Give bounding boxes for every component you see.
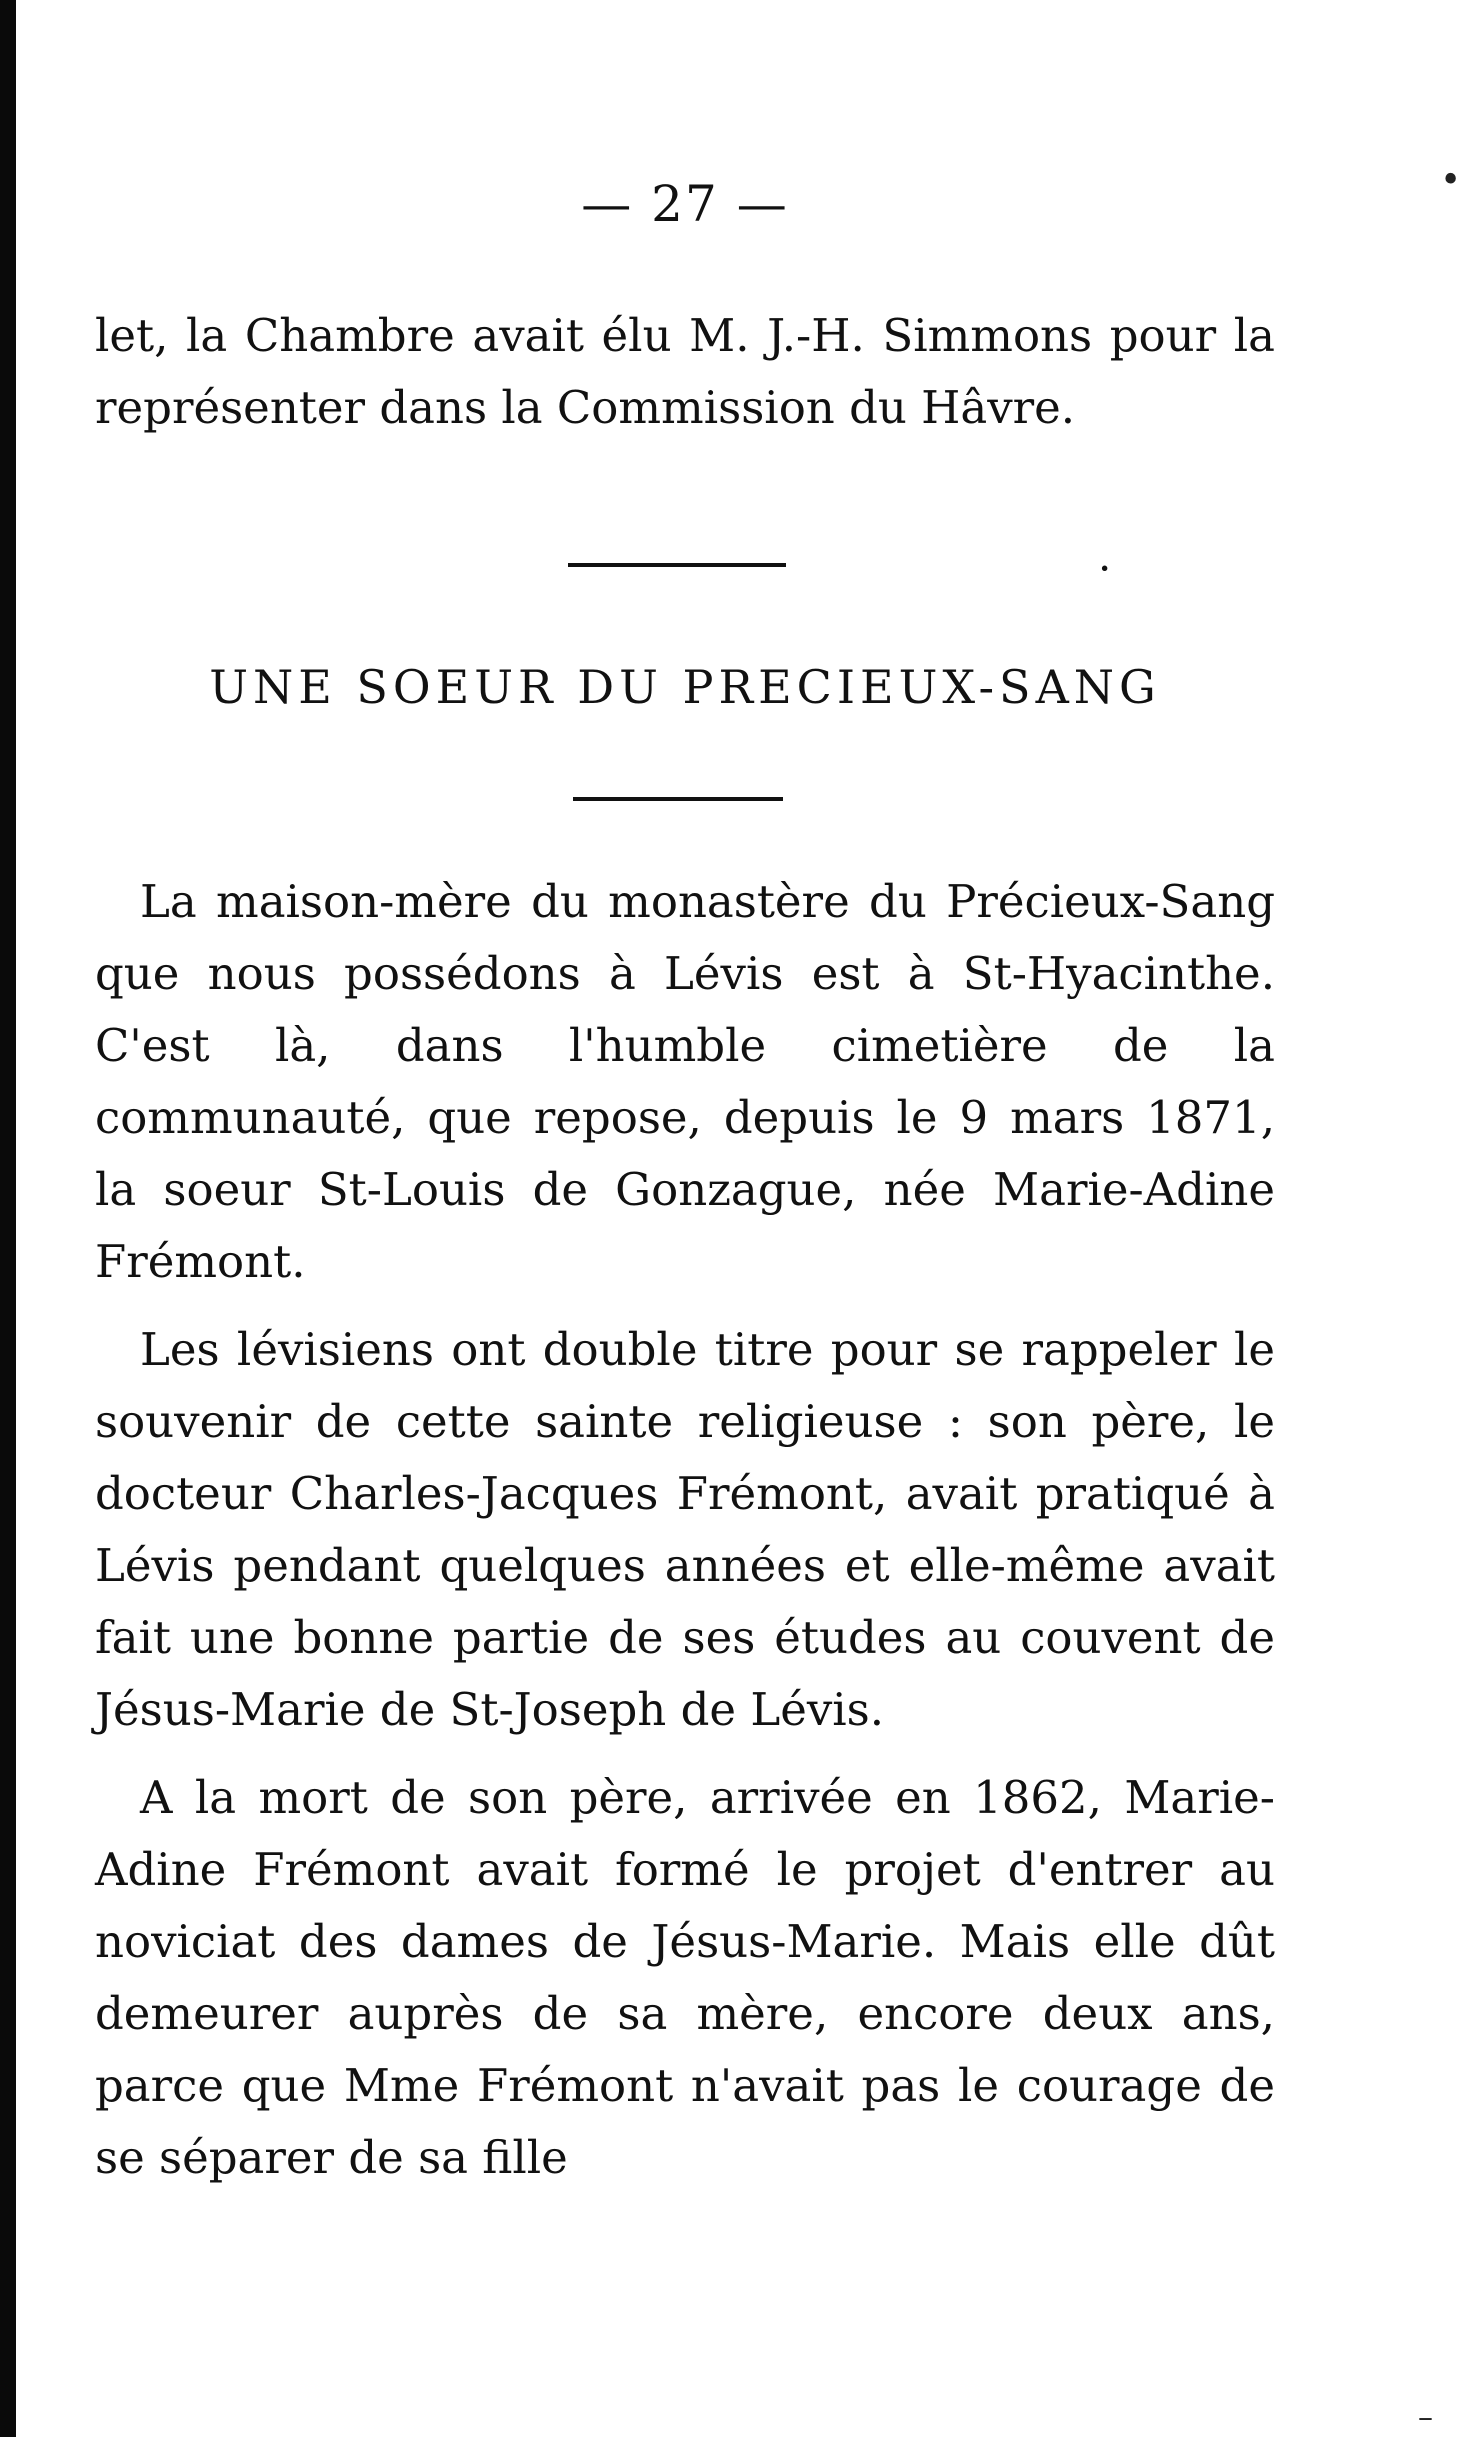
margin-speck-top-right: • xyxy=(1440,160,1462,201)
paragraph-3: A la mort de son père, arrivée en 1862, Marie-Adine Frémont avait formé le projet d'entrer au noviciat des dames de Jésus-Marie. Mais elle dût demeurer auprès de sa mère, encore deux ans, parce que Mme Frémont n'avait pas le courage de se séparer de sa fille xyxy=(95,1771,1275,2184)
scan-edge-bar xyxy=(0,0,16,2437)
continued-paragraph-block xyxy=(95,300,1275,444)
article-body xyxy=(95,866,1275,2210)
separator-rule-bottom xyxy=(573,797,783,801)
margin-speck-bottom-right: – xyxy=(1418,2400,1433,2435)
paragraph-1: La maison-mère du monastère du Précieux-Sang que nous possédons à Lévis est à St-Hyacinthe. C'est là, dans l'humble cimetière de la communauté, que repose, depuis le 9 mars 1871, la soeur St-Louis de Gonzague, née Marie-Adine Frémont. xyxy=(95,875,1275,1288)
paragraph-2: Les lévisiens ont double titre pour se rappeler le souvenir de cette sainte religieuse : son père, le docteur Charles-Jacques Frémont, avait pratiqué à Lévis pendant quelques années et elle-même avait fait une bonne partie de ses études au couvent de Jésus-Marie de St-Joseph de Lévis. xyxy=(95,1323,1275,1736)
section-heading: UNE SOEUR DU PRECIEUX-SANG xyxy=(209,660,1161,714)
page-number: — 27 — xyxy=(581,175,789,233)
continued-paragraph: let, la Chambre avait élu M. J.-H. Simmons pour la représenter dans la Commission du Hâvre. xyxy=(95,309,1275,434)
separator-rule-top xyxy=(568,563,786,567)
ink-speck: · xyxy=(1098,544,1112,593)
